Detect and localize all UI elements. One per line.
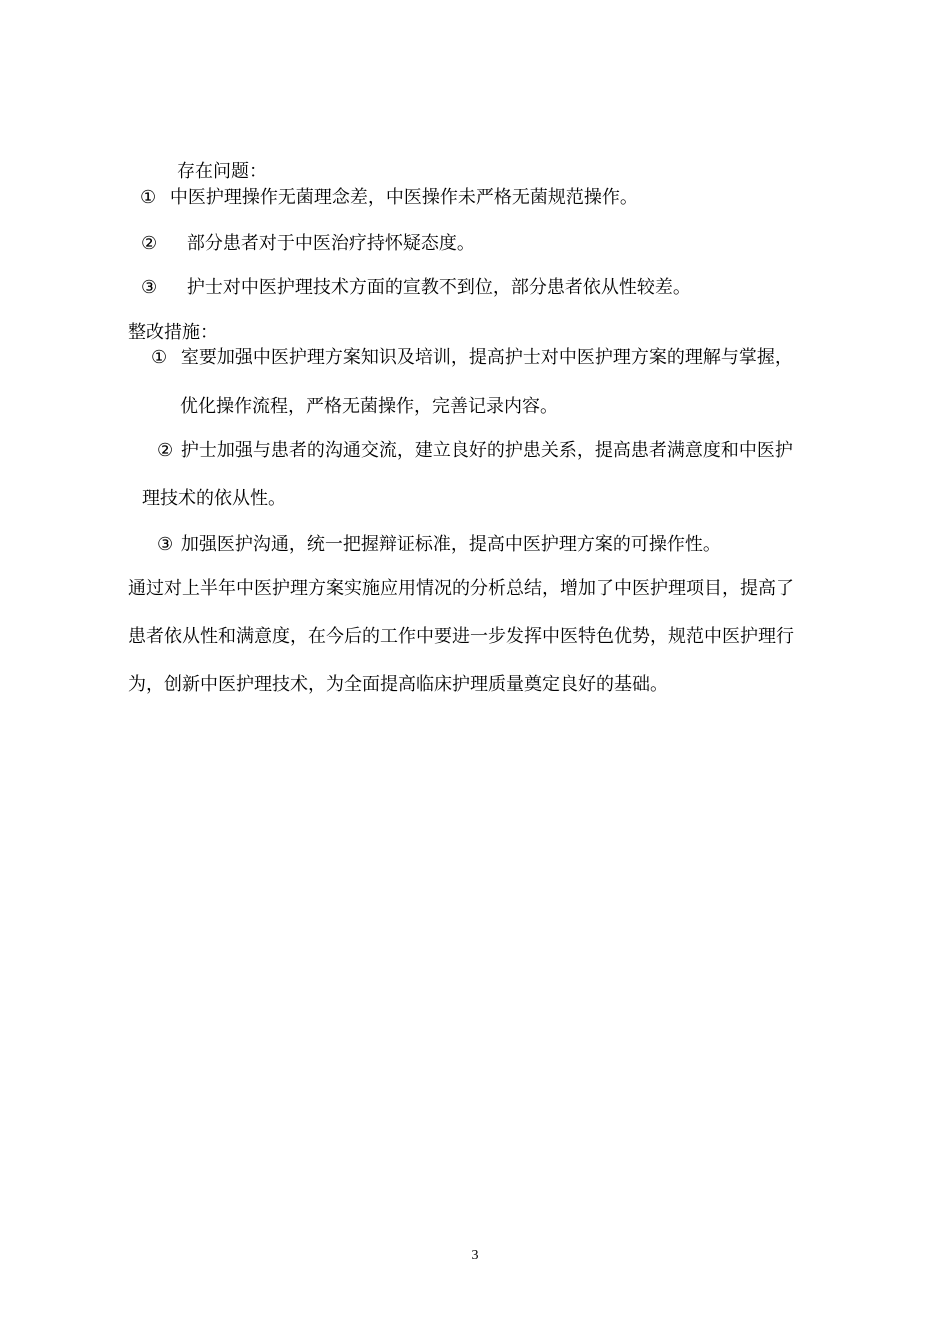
measure-marker: ③	[157, 534, 174, 555]
measure-text: 护士加强与患者的沟通交流，建立良好的护患关系，提高患者满意度和中医护	[180, 440, 793, 461]
problem-text: 部分患者对于中医治疗持怀疑态度。	[186, 233, 475, 254]
measure-item-2	[157, 439, 793, 463]
measure-item-2-continuation: 理技术的依从性。	[142, 488, 286, 509]
problem-item-2	[141, 232, 475, 256]
problem-text: 中医护理操作无菌理念差，中医操作未严格无菌规范操作。	[169, 187, 638, 208]
problem-marker: ③	[141, 277, 158, 298]
problem-item-3	[141, 276, 691, 300]
problem-marker: ①	[140, 187, 157, 208]
measure-item-3	[157, 533, 721, 557]
page-number: 3	[471, 1248, 479, 1263]
measure-item-1-continuation: 优化操作流程，严格无菌操作，完善记录内容。	[180, 396, 558, 417]
summary-line-3: 为，创新中医护理技术，为全面提高临床护理质量奠定良好的基础。	[128, 674, 668, 695]
summary-line-1: 通过对上半年中医护理方案实施应用情况的分析总结，增加了中医护理项目，提高了	[128, 578, 794, 599]
problem-item-1	[140, 186, 638, 210]
measure-text: 室要加强中医护理方案知识及培训，提高护士对中医护理方案的理解与掌握，	[180, 347, 793, 368]
problem-text: 护士对中医护理技术方面的宣教不到位，部分患者依从性较差。	[186, 277, 691, 298]
problems-heading: 存在问题：	[177, 161, 267, 182]
measure-marker: ②	[157, 440, 174, 461]
measure-marker: ①	[151, 347, 168, 368]
measure-item-1	[151, 346, 793, 370]
measures-heading: 整改措施：	[128, 322, 218, 343]
problem-marker: ②	[141, 233, 158, 254]
summary-line-2: 患者依从性和满意度，在今后的工作中要进一步发挥中医特色优势，规范中医护理行	[128, 626, 794, 647]
measure-text: 加强医护沟通，统一把握辩证标准，提高中医护理方案的可操作性。	[180, 534, 721, 555]
